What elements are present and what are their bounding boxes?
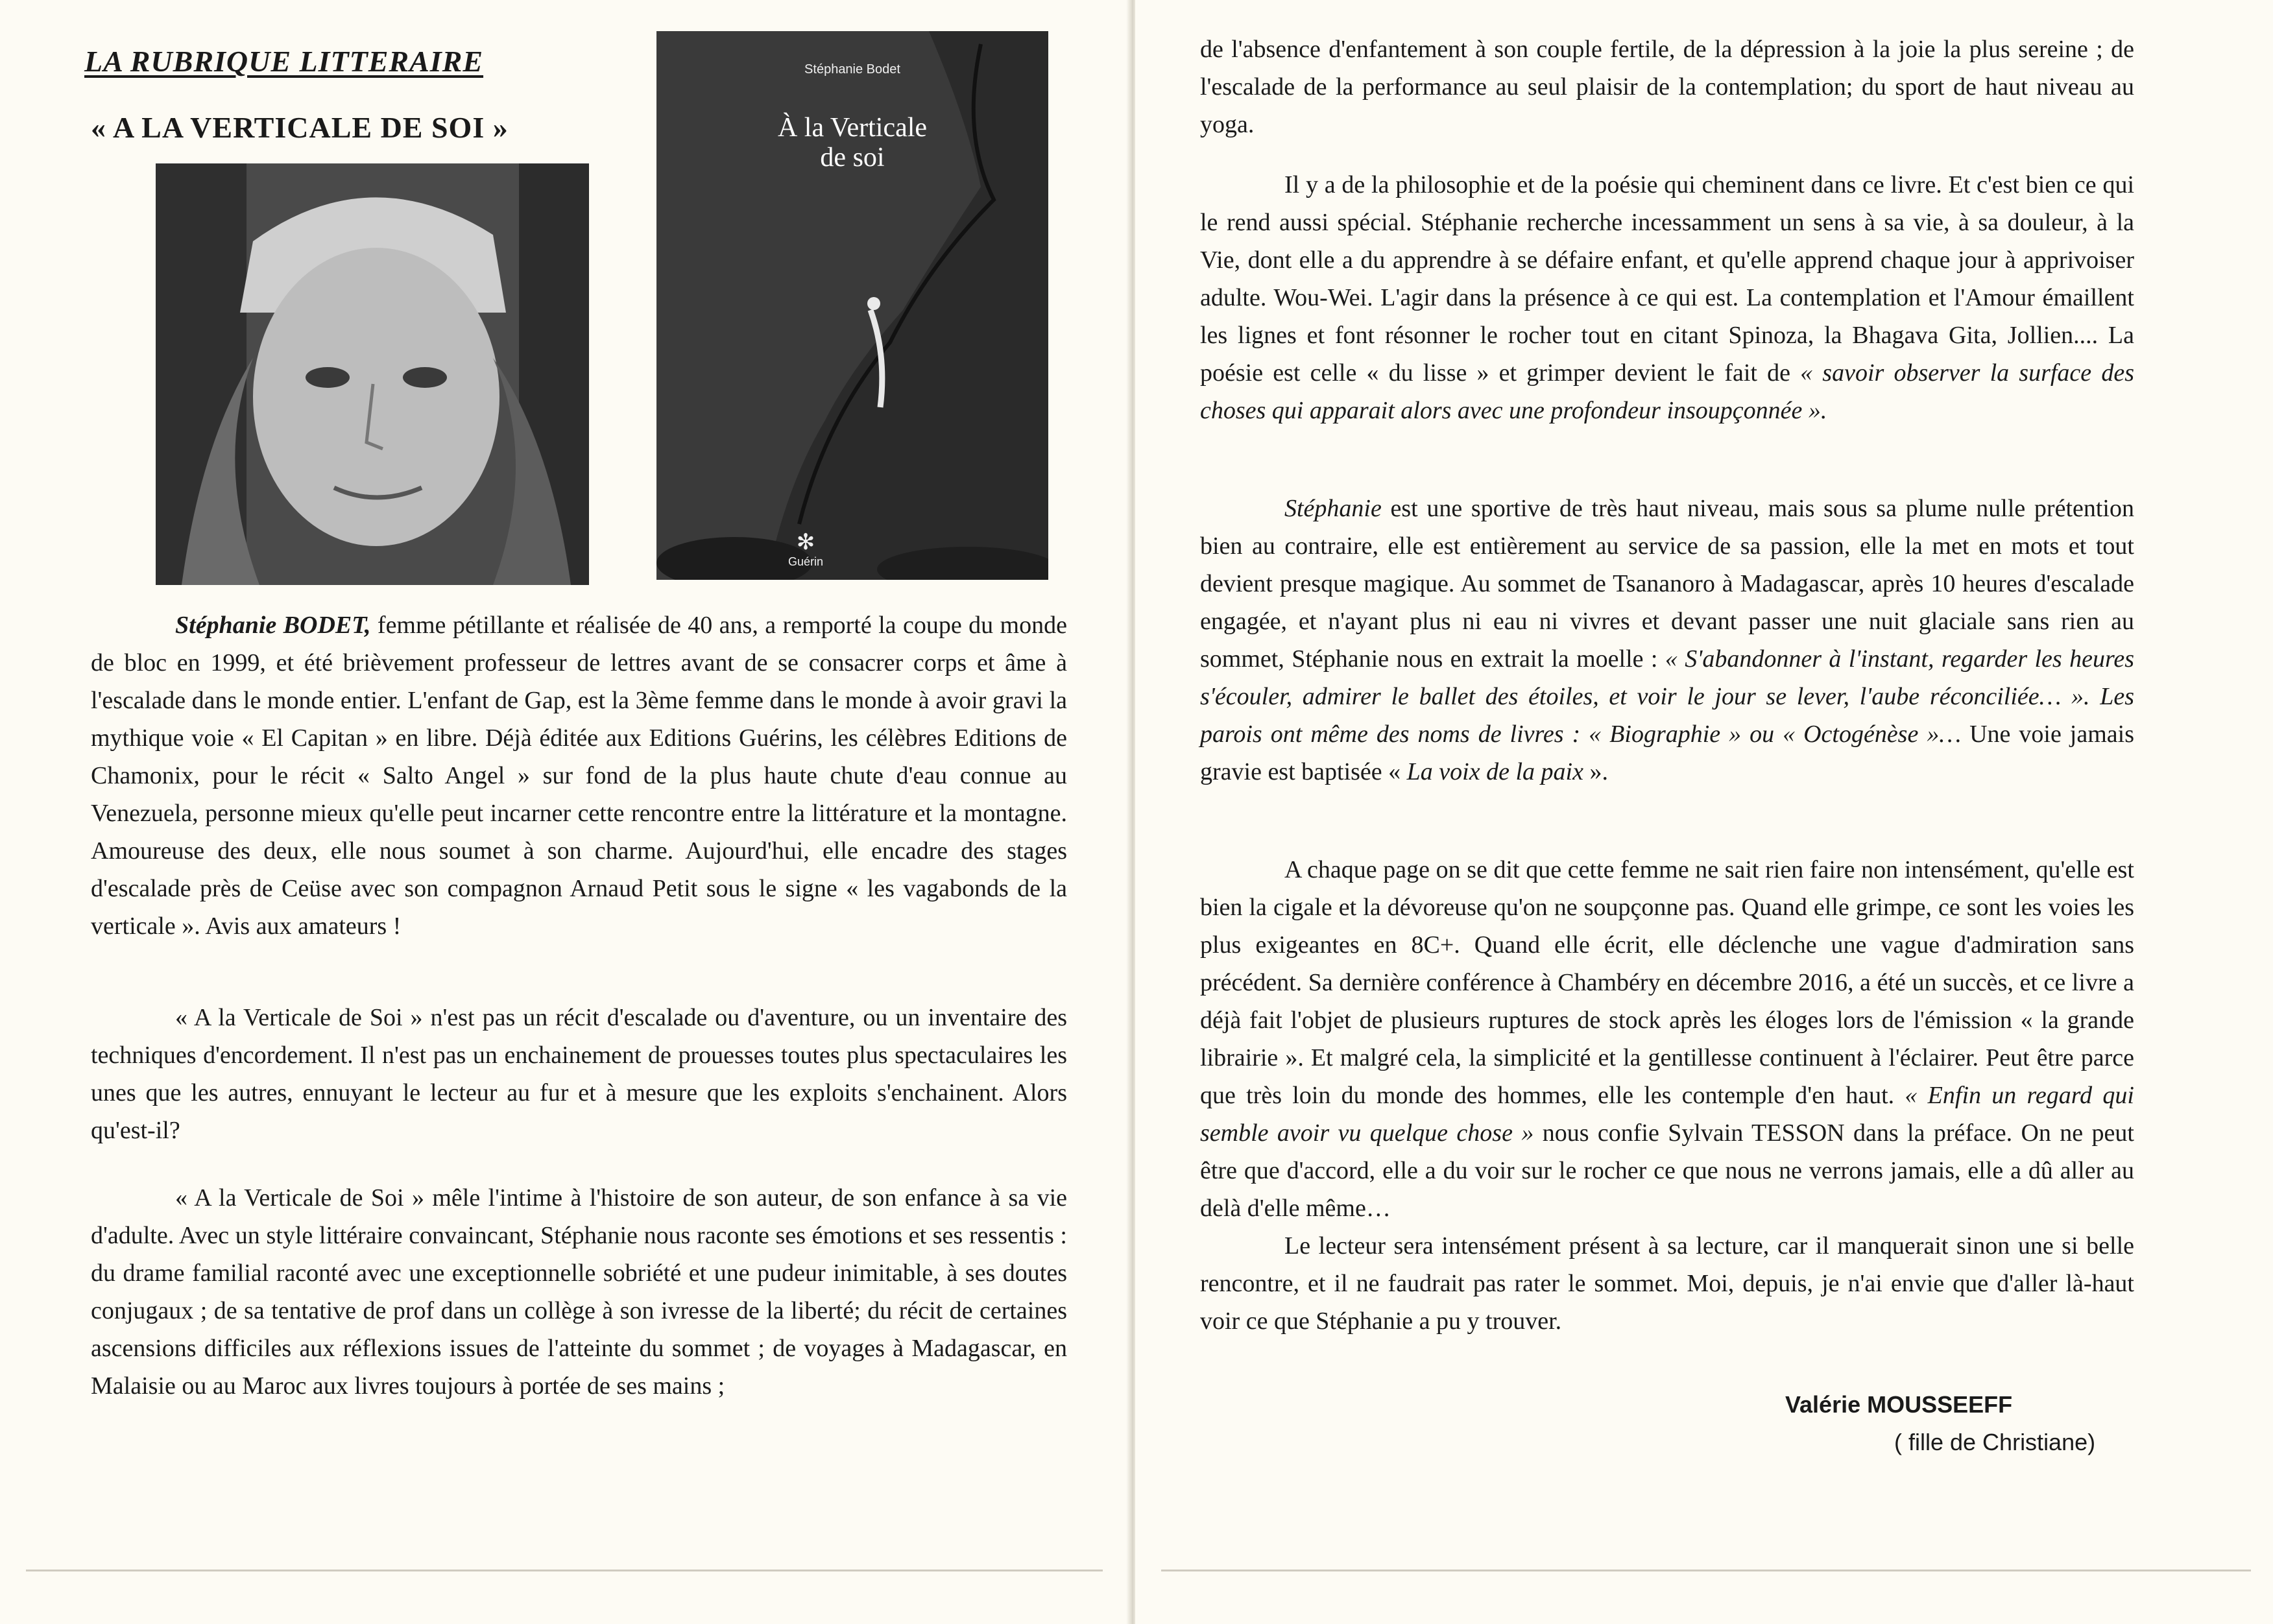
left-paragraph-3	[91, 1179, 1067, 1405]
right-paragraph-1	[1200, 30, 2134, 143]
right-paragraph-3	[1200, 490, 2134, 791]
paragraph-tail-quote: La voix de la paix	[1406, 758, 1583, 785]
author-portrait	[156, 163, 589, 585]
paragraph-end: ».	[1583, 758, 1608, 785]
publisher-logo-icon: ✻	[796, 530, 815, 555]
paragraph-after: nous confie Sylvain TESSON dans la préface. On ne peut être que d'accord, elle a du voir sur le rocher ce que nous ne verrons jamais, elle a dû aller au delà d'elle même…	[1200, 1119, 2134, 1222]
author-name: Stéphanie BODET,	[175, 612, 371, 639]
right-paragraph-2	[1200, 166, 2134, 429]
paragraph-quote: « Enfin un regard qui semble avoir vu quelque chose »	[1200, 1082, 2134, 1147]
paragraph-text: de l'absence d'enfantement à son couple fertile, de la dépression à la joie la plus sereine ; de l'escalade de la performance au seul plaisir de la contemplation; du sport de haut niveau au yoga.	[1200, 36, 2134, 138]
portrait-illustration	[156, 163, 589, 585]
article-title: « A LA VERTICALE DE SOI »	[91, 111, 509, 144]
book-cover-title-line1: À la Verticale	[777, 113, 928, 143]
publisher-name: Guérin	[788, 555, 824, 568]
paragraph-text: « A la Verticale de Soi » mêle l'intime à l'histoire de son auteur, de son enfance à sa vie d'adulte. Avec un style littéraire convaincant, Stéphanie nous raconte ses émotions et ses ressentis : du drame familial raconté avec une exceptionnelle sobriété et une pudeur inimitable, à ses doutes conjugaux ; de sa tentative de prof dans un collège à son ivresse de la liberté; du récit de certaines ascensions difficiles aux réflexions issues de l'atteinte du sommet ; de voyages à Madagascar, en Malaisie ou au Maroc aux livres toujours à portée de ses mains ;	[91, 1184, 1067, 1400]
paragraph-tail: Une voie jamais gravie est baptisée «	[1200, 721, 2134, 785]
paragraph-text: A chaque page on se dit que cette femme ne sait rien faire non intensément, qu'elle est bien la cigale et la dévoreuse qu'on ne soupçonne pas. Quand elle grimpe, ce sont les voies les plus exigeantes en 8C+. Quand elle écrit, elle déclenche une vague d'admiration sans précédent. Sa dernière conférence à Chambéry en décembre 2016, a été un succès, et ce livre a déjà fait l'objet de plusieurs ruptures de stock après les éloges lors de l'émission « la grande librairie ». Et malgré cela, la simplicité et la gentillesse continuent à l'éclairer. Peut être parce que très loin du monde des hommes, elle les contemple d'en haut.	[1200, 856, 2134, 1109]
book-cover	[656, 31, 1048, 580]
left-paragraph-1	[91, 606, 1067, 945]
paragraph-text: Il y a de la philosophie et de la poésie qui cheminent dans ce livre. Et c'est bien ce qui le rend aussi spécial. Stéphanie recherche incessamment un sens à sa vie, à sa douleur, à la Vie, dont elle a du apprendre à se défaire enfant, et qu'elle apprend chaque jour à apprivoiser adulte. Wou-Wei. L'agir dans la présence à ce qui est. La contemplation et l'Amour émaillent les lignes et font résonner le rocher tout en citant Spinoza, la Bhagava Gita, Jollien.... La poésie est celle « du lisse » et grimper devient le fait de	[1200, 171, 2134, 387]
paragraph-quote: « S'abandonner à l'instant, regarder les heures s'écouler, admirer le ballet des étoiles, et voir le jour se lever, l'aube réconciliée… ». Les parois ont même des noms de livres : « Biographie » ou « Octogénèse »…	[1200, 645, 2134, 748]
right-paragraph-5: Le lecteur sera intensément présent à sa lecture, car il manquerait sinon une si belle rencontre, et il ne faudrait pas rater le sommet. Moi, depuis, je n'ai envie que d'aller là-haut voir ce que Stéphanie a pu y trouver.	[1200, 1232, 2134, 1335]
book-cover-author: Stéphanie Bodet	[804, 62, 900, 77]
left-page	[0, 0, 1129, 1624]
book-cover-publisher	[786, 529, 825, 569]
paragraph-name: Stéphanie	[1284, 495, 1382, 522]
paragraph-text: « A la Verticale de Soi » n'est pas un récit d'escalade ou d'aventure, ou un inventaire des techniques d'encordement. Il n'est pas un enchainement de prouesses toutes plus spectaculaires les unes que les autres, ennuyant le lecteur au fur et à mesure que les exploits s'enchainent. Alors qu'est-il?	[91, 1004, 1067, 1144]
book-cover-title	[656, 113, 1048, 173]
rubric-heading: LA RUBRIQUE LITTERAIRE	[84, 45, 484, 78]
paragraph-quote: « savoir observer la surface des choses qui apparait alors avec une profondeur insoupçonnée ».	[1200, 359, 2134, 424]
left-paragraph-2	[91, 999, 1067, 1149]
right-page-footer-rule	[1161, 1570, 2251, 1571]
signature-name: Valérie MOUSSEEFF	[1785, 1391, 2013, 1418]
left-page-footer-rule	[26, 1570, 1103, 1571]
book-cover-title-line2: de soi	[820, 143, 885, 173]
right-paragraph-4	[1200, 851, 2134, 1340]
signature-subtitle: ( fille de Christiane)	[1894, 1429, 2096, 1455]
paragraph-text: est une sportive de très haut niveau, mais sous sa plume nulle prétention bien au contraire, elle est entièrement au service de sa passion, elle la met en mots et tout devient presque magique. Au sommet de Tsananoro à Madagascar, après 10 heures d'escalade engagée, et n'ayant plus ni eau ni vivres et devant passer une nuit glaciale sans rien au sommet, Stéphanie nous en extrait la moelle :	[1200, 495, 2134, 673]
paragraph-text: femme pétillante et réalisée de 40 ans, a remporté la coupe du monde de bloc en 1999, et été brièvement professeur de lettres avant de se consacrer corps et âme à l'escalade dans le monde entier. L'enfant de Gap, est la 3ème femme dans le monde à avoir gravi la mythique voie « El Capitan » en libre. Déjà éditée aux Editions Guérins, les célèbres Editions de Chamonix, pour le récit « Salto Angel » sur fond de la plus haute chute d'eau connue au Venezuela, personne mieux qu'elle peut incarner cette rencontre entre la littérature et la montagne. Amoureuse des deux, elle nous soumet à son charme. Aujourd'hui, elle encadre des stages d'escalade près de Ceüse avec son compagnon Arnaud Petit sous le signe « les vagabonds de la verticale ». Avis aux amateurs !	[91, 612, 1067, 940]
